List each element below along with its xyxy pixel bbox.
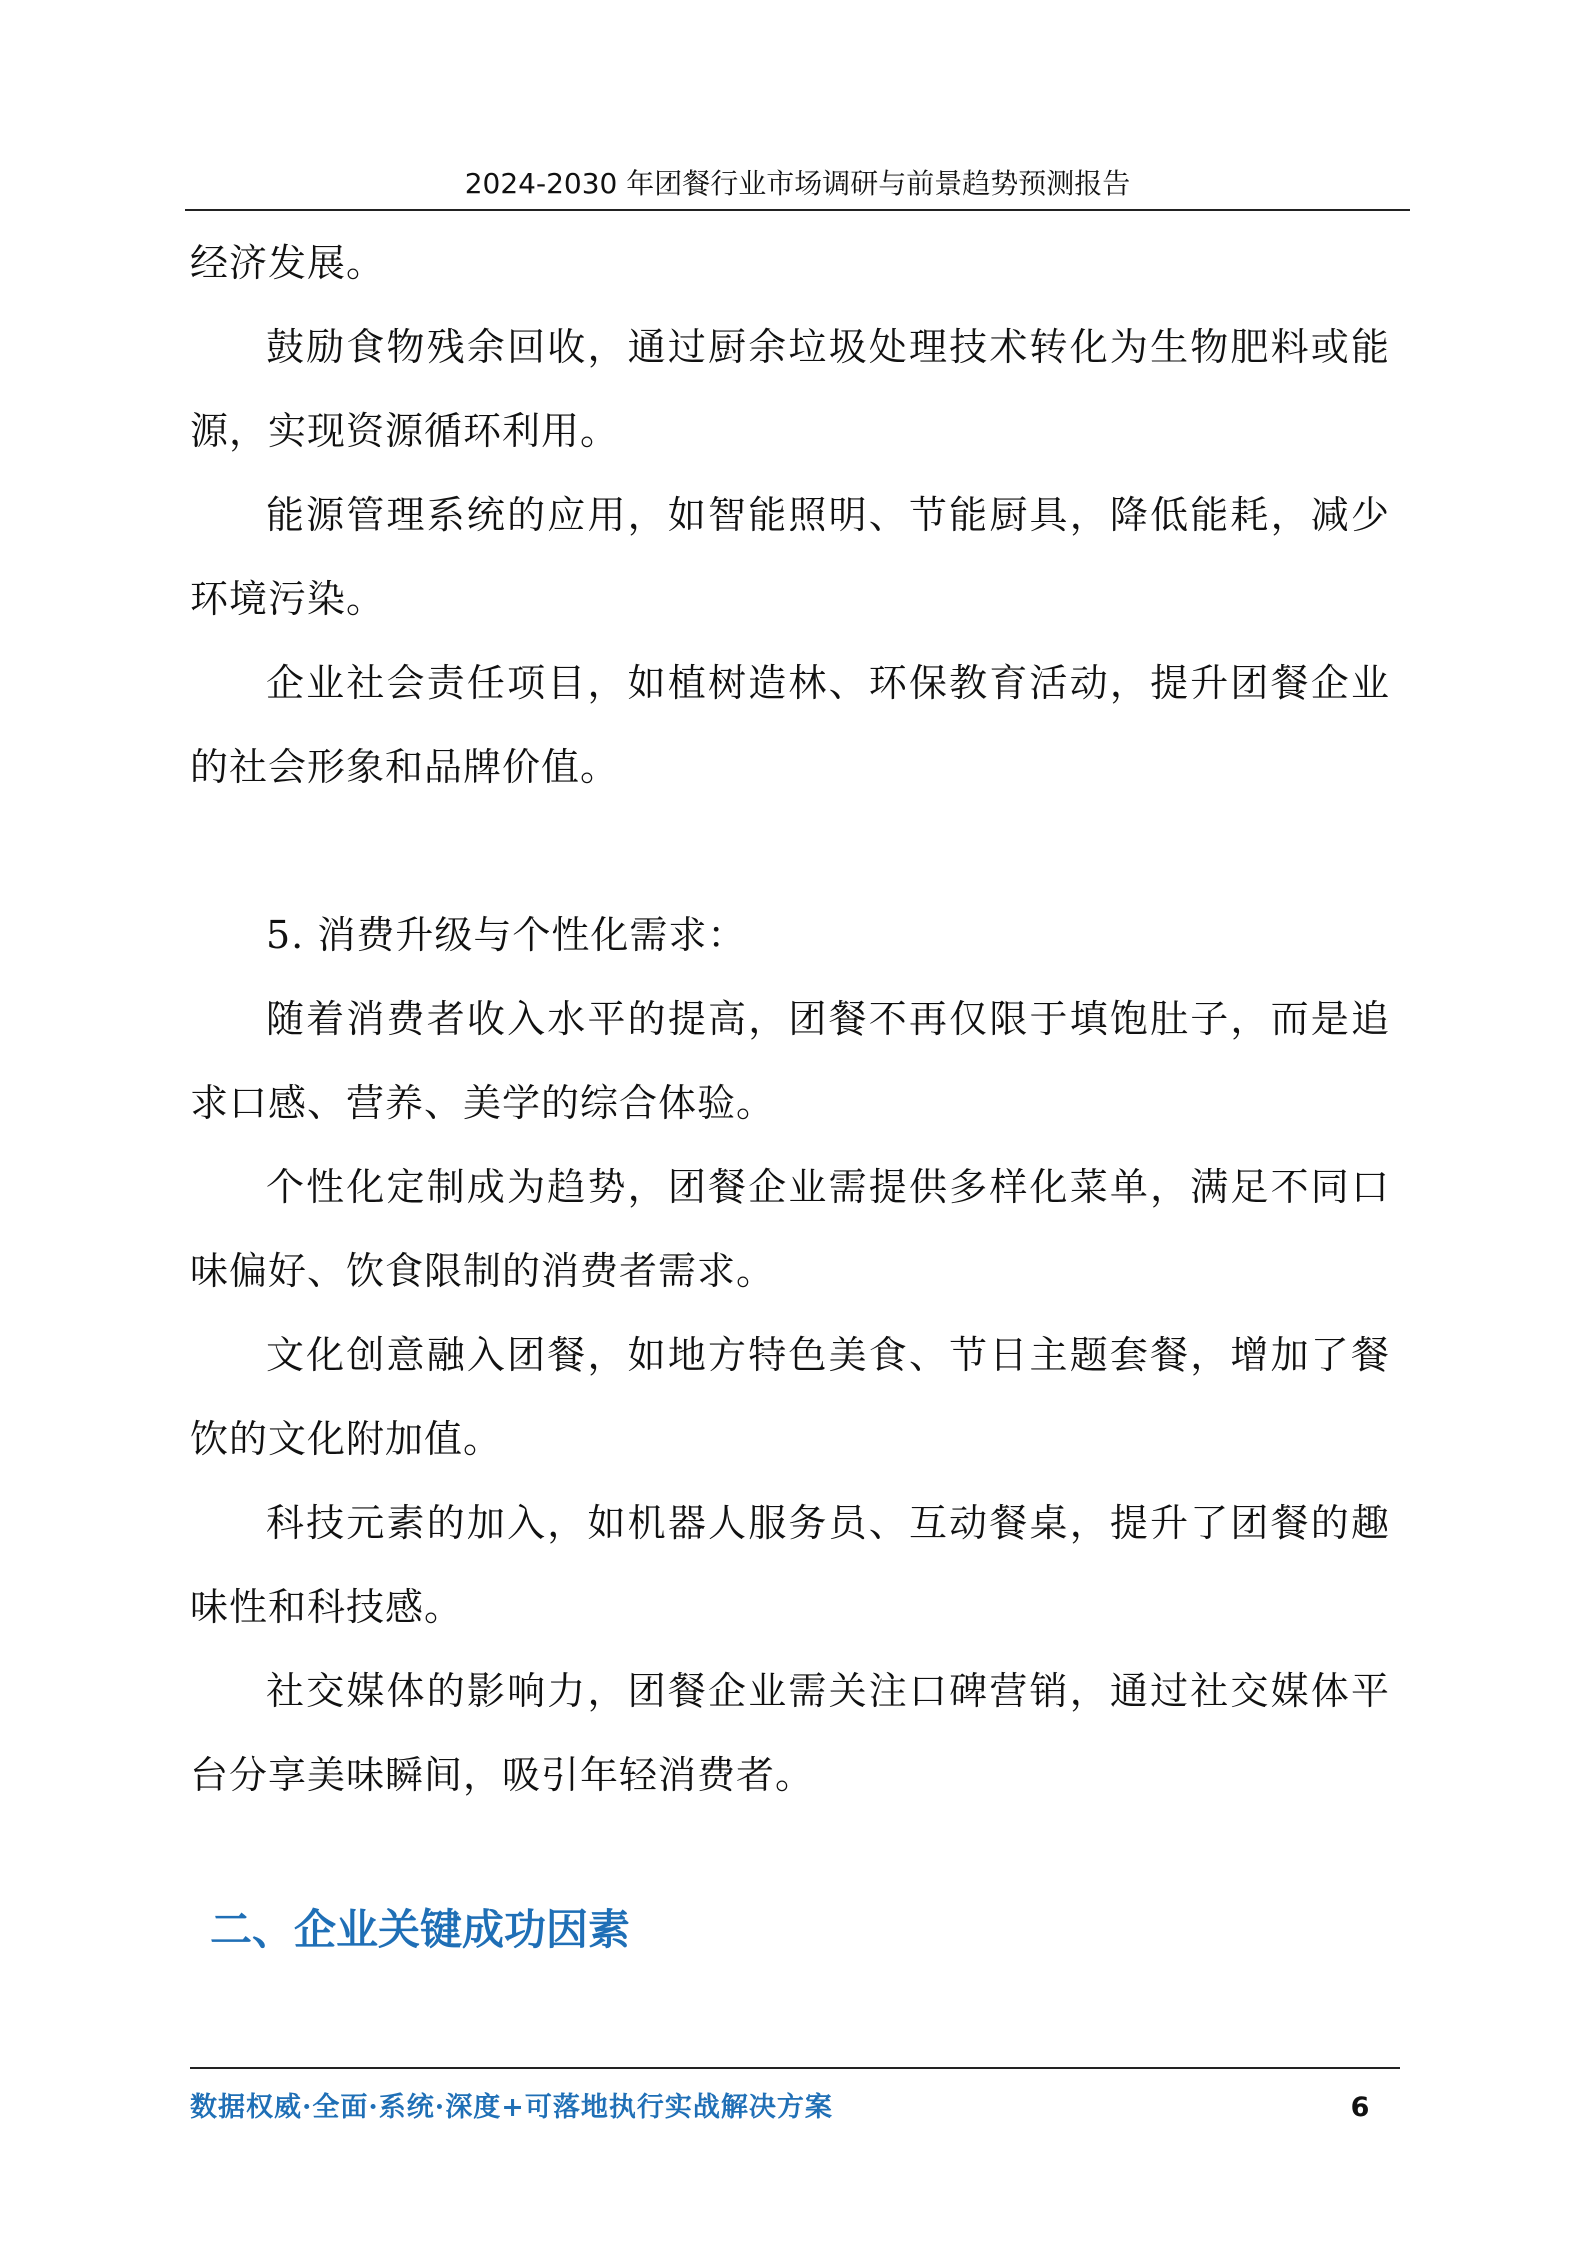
body-text [190, 221, 1390, 1817]
footer-slogan: 数据权威·全面·系统·深度+可落地执行实战解决方案 [190, 2092, 833, 2123]
paragraph-technology: 科技元素的加入，如机器人服务员、互动餐桌，提升了团餐的趣味性和科技感。 [190, 1501, 1390, 1629]
paragraph-culture: 文化创意融入团餐，如地方特色美食、节日主题套餐，增加了餐饮的文化附加值。 [190, 1333, 1390, 1461]
paragraph-csr: 企业社会责任项目，如植树造林、环保教育活动，提升团餐企业的社会形象和品牌价值。 [190, 661, 1390, 789]
running-header-title: 2024-2030 年团餐行业市场调研与前景趋势预测报告 [464, 167, 1131, 200]
paragraph-personalization: 个性化定制成为趋势，团餐企业需提供多样化菜单，满足不同口味偏好、饮食限制的消费者需求。 [190, 1165, 1390, 1293]
paragraph-continuation: 经济发展。 [190, 241, 386, 285]
subheading-consumption-upgrade: 5. 消费升级与个性化需求： [266, 913, 747, 957]
paragraph-income-growth: 随着消费者收入水平的提高，团餐不再仅限于填饱肚子，而是追求口感、营养、美学的综合体验。 [190, 997, 1390, 1125]
paragraph-energy-management: 能源管理系统的应用，如智能照明、节能厨具，降低能耗，减少环境污染。 [190, 493, 1390, 621]
section-heading: 二、企业关键成功因素 [210, 1905, 631, 1954]
footer-divider [190, 2067, 1400, 2069]
paragraph-food-waste: 鼓励食物残余回收，通过厨余垃圾处理技术转化为生物肥料或能源，实现资源循环利用。 [190, 325, 1390, 453]
paragraph-social-media: 社交媒体的影响力，团餐企业需关注口碑营销，通过社交媒体平台分享美味瞬间，吸引年轻消费者。 [190, 1669, 1390, 1797]
page-number: 6 [1350, 2092, 1370, 2123]
header-divider [185, 209, 1410, 211]
